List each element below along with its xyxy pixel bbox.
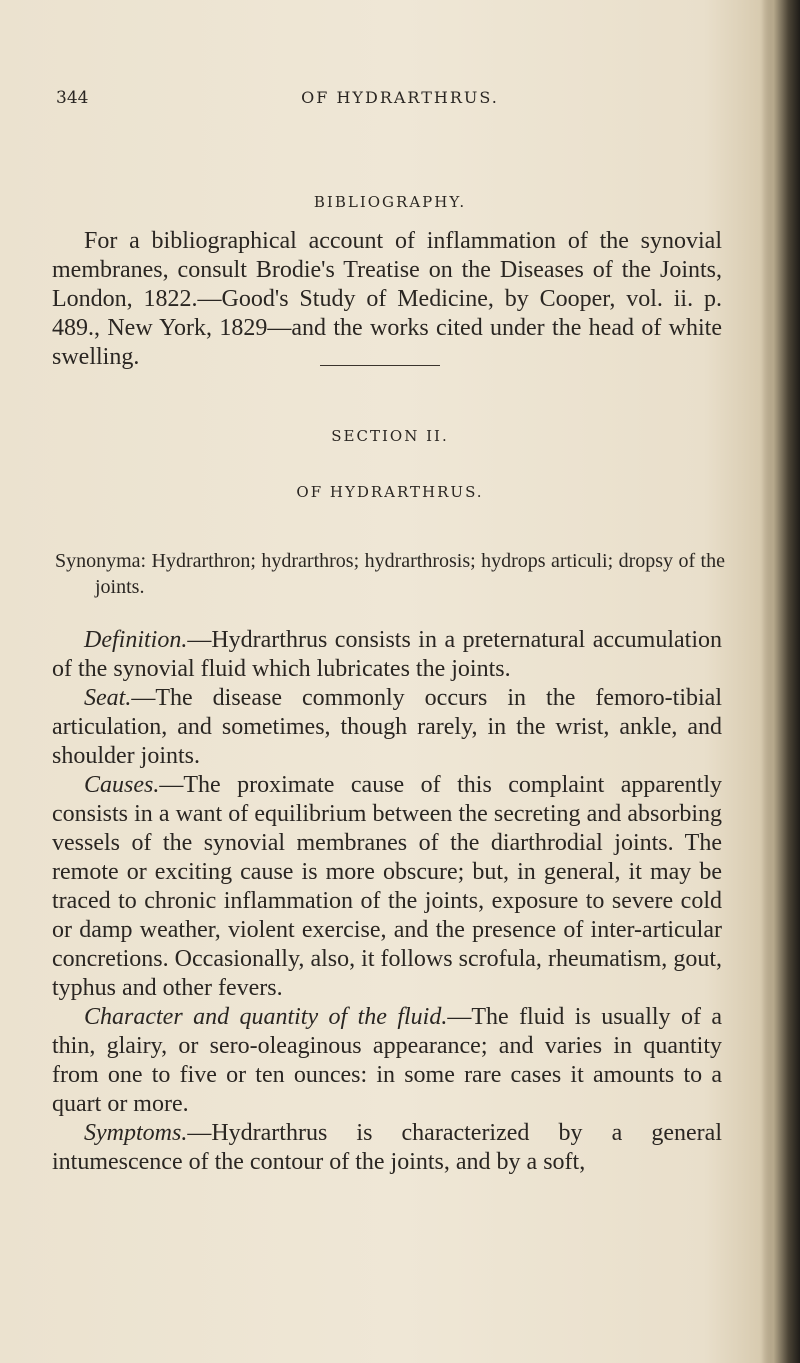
page-edge-shadow (762, 0, 800, 1363)
bibliography-heading: BIBLIOGRAPHY. (313, 193, 467, 211)
seat-paragraph (52, 684, 722, 771)
definition-paragraph (52, 626, 722, 684)
bibliography-block (52, 227, 722, 372)
synonyma-block (55, 548, 725, 600)
character-text: —The fluid is usually of a thin, glairy, or sero-oleaginous appearance; and varies in quantity from one to five or ten ounces: in some rare cases it amounts to a quart or more. (52, 1004, 722, 1117)
body-text (52, 626, 722, 1177)
character-paragraph (52, 1003, 722, 1119)
bibliography-text: For a bibliographical account of inflammation of the synovial membranes, consult Brodie's Treatise on the Diseases of the Joints, London, 1822.—Good's Study of Medicine, by Cooper, vol. ii. p. 489., New York, 1829—and the works cited under the head of white swelling. (52, 228, 722, 370)
section-divider (320, 365, 440, 366)
seat-text: —The disease commonly occurs in the femoro-tibial articulation, and sometimes, though rarely, in the wrist, ankle, and shoulder joints. (52, 685, 722, 769)
definition-label: Definition. (84, 627, 188, 653)
symptoms-label: Symptoms. (84, 1120, 188, 1146)
running-head: OF HYDRARTHRUS. (301, 88, 499, 107)
symptoms-text: —Hydrarthrus is characterized by a general intumescence of the contour of the joints, and by a soft, (52, 1120, 722, 1175)
synonyma-text: Synonyma: Hydrarthron; hydrarthros; hydrarthrosis; hydrops articuli; dropsy of the joints. (55, 550, 725, 598)
causes-label: Causes. (84, 772, 160, 798)
section-title: OF HYDRARTHRUS. (296, 483, 484, 501)
page-number: 344 (56, 88, 89, 108)
definition-text: —Hydrarthrus consists in a preternatural accumulation of the synovial fluid which lubricates the joints. (52, 627, 722, 682)
symptoms-paragraph (52, 1119, 722, 1177)
character-label: Character and quantity of the fluid. (84, 1004, 448, 1030)
seat-label: Seat. (84, 685, 132, 711)
causes-paragraph (52, 771, 722, 1003)
causes-text: —The proximate cause of this complaint apparently consists in a want of equilibrium between the secreting and absorbing vessels of the synovial membranes of the diarthrodial joints. The remote or exciting cause is more obscure; but, in general, it may be traced to chronic inflammation of the joints, exposure to severe cold or damp weather, violent exercise, and the presence of inter-articular concretions. Occasionally, also, it follows scrofula, rheumatism, gout, typhus and other fevers. (52, 772, 722, 1001)
page-header (50, 88, 750, 118)
section-number: SECTION II. (331, 427, 449, 445)
